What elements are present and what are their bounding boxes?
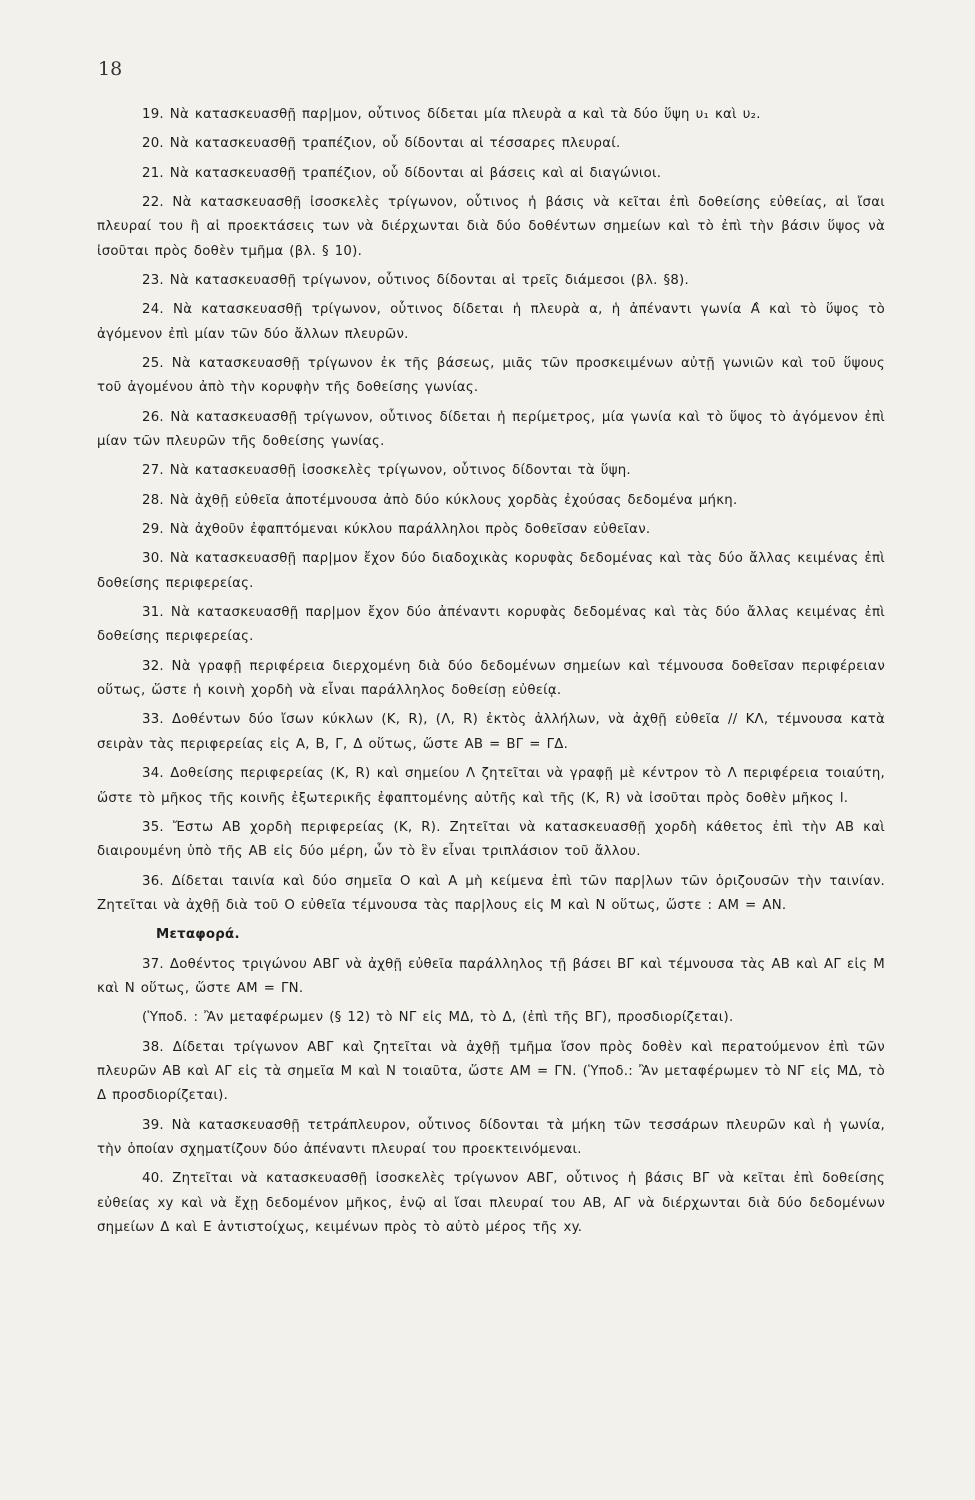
- exercise-36: 36. Δίδεται ταινία καὶ δύο σημεῖα Ο καὶ Α μὴ κείμενα ἐπὶ τῶν παρ|λων τῶν ὁριζουσῶν τὴν ταινίαν. Ζητεῖται νὰ ἀχθῇ διὰ τοῦ Ο εὐθεῖα τέμνουσα τὰς παρ|λους εἰς Μ καὶ Ν οὕτως, ὥστε : ΑΜ = ΑΝ.: [97, 873, 885, 913]
- exercise-23: 23. Νὰ κατασκευασθῇ τρίγωνον, οὗτινος δίδονται αἱ τρεῖς διάμεσοι (βλ. §8).: [142, 273, 689, 288]
- exercise-22: 22. Νὰ κατασκευασθῇ ἰσοσκελὲς τρίγωνον, οὗτινος ἡ βάσις νὰ κεῖται ἐπὶ δοθείσης εὐθείας, αἱ ἴσαι πλευραί του ἢ αἱ προεκτάσεις των νὰ διέρχωνται διὰ δύο δοθέντων σημείων καὶ τὸ ἐπὶ τὴν βάσιν ὕψος νὰ ἰσοῦται πρὸς δοθὲν τμῆμα (βλ. § 10).: [97, 194, 885, 259]
- exercise-list: [97, 103, 885, 1245]
- exercise-38: 38. Δίδεται τρίγωνον ΑΒΓ καὶ ζητεῖται νὰ ἀχθῇ τμῆμα ἴσον πρὸς δοθὲν καὶ περατούμενον ἐπὶ τῶν πλευρῶν ΑΒ καὶ ΑΓ εἰς τὰ σημεῖα Μ καὶ Ν τοιαῦτα, ὥστε ΑΜ = ΓΝ. (Ὑποδ.: Ἂν μεταφέρωμεν τὸ ΝΓ εἰς ΜΔ, τὸ Δ προσδιορίζεται).: [97, 1039, 885, 1104]
- exercise-28: 28. Νὰ ἀχθῇ εὐθεῖα ἀποτέμνουσα ἀπὸ δύο κύκλους χορδὰς ἐχούσας δεδομένα μήκη.: [142, 492, 738, 508]
- exercise-35: 35. Ἔστω ΑΒ χορδὴ περιφερείας (Κ, R). Ζητεῖται νὰ κατασκευασθῇ χορδὴ κάθετος ἐπὶ τὴν ΑΒ καὶ διαιρουμένη ὑπὸ τῆς ΑΒ εἰς δύο μέρη, ὧν τὸ ἓν εἶναι τριπλάσιον τοῦ ἄλλου.: [97, 819, 885, 860]
- page-number: 18: [98, 58, 123, 80]
- exercise-25: 25. Νὰ κατασκευασθῇ τρίγωνον ἐκ τῆς βάσεως, μιᾶς τῶν προσκειμένων αὐτῇ γωνιῶν καὶ τοῦ ὕψους τοῦ ἀγομένου ἀπὸ τὴν κορυφὴν τῆς δοθείσης γωνίας.: [97, 356, 885, 396]
- exercise-27: 27. Νὰ κατασκευασθῇ ἰσοσκελὲς τρίγωνον, οὗτινος δίδονται τὰ ὕψη.: [142, 463, 631, 479]
- exercise-40: 40. Ζητεῖται νὰ κατασκευασθῇ ἰσοσκελὲς τρίγωνον ΑΒΓ, οὗτινος ἡ βάσις ΒΓ νὰ κεῖται ἐπὶ δοθείσης εὐθείας xy καὶ νὰ ἔχῃ δεδομένον μῆκος, ἐνῷ αἱ ἴσαι πλευραί του ΑΒ, ΑΓ νὰ διέρχωνται διὰ δύο δεδομένων σημείων Δ καὶ Ε ἀντιστοίχως, κειμένων πρὸς τὸ αὐτὸ μέρος τῆς xy.: [97, 1171, 885, 1236]
- exercise-30: 30. Νὰ κατασκευασθῇ παρ|μον ἔχον δύο διαδοχικὰς κορυφὰς δεδομένας καὶ τὰς δύο ἄλλας κειμένας ἐπὶ δοθείσης περιφερείας.: [97, 551, 885, 591]
- exercise-21: 21. Νὰ κατασκευασθῇ τραπέζιον, οὗ δίδονται αἱ βάσεις καὶ αἱ διαγώνιοι.: [142, 165, 662, 181]
- exercise-32: 32. Νὰ γραφῇ περιφέρεια διερχομένη διὰ δύο δεδομένων σημείων καὶ τέμνουσα δοθεῖσαν περιφέρειαν οὕτως, ὥστε ἡ κοινὴ χορδὴ νὰ εἶναι παράλληλος δοθείσῃ εὐθείᾳ.: [97, 658, 885, 699]
- exercise-31: 31. Νὰ κατασκευασθῇ παρ|μον ἔχον δύο ἀπέναντι κορυφὰς δεδομένας καὶ τὰς δύο ἄλλας κειμένας ἐπὶ δοθείσης περιφερείας.: [97, 605, 885, 645]
- exercise-24: 24. Νὰ κατασκευασθῇ τρίγωνον, οὗτινος δίδεται ἡ πλευρὰ α, ἡ ἀπέναντι γωνία Α̂ καὶ τὸ ὕψος τὸ ἀγόμενον ἐπὶ μίαν τῶν δύο ἄλλων πλευρῶν.: [97, 302, 885, 342]
- exercise-37-hint: (Ὑποδ. : Ἂν μεταφέρωμεν (§ 12) τὸ ΝΓ εἰς ΜΔ, τὸ Δ, (ἐπὶ τῆς ΒΓ), προσδιορίζεται).: [142, 1010, 734, 1026]
- section-heading: Μεταφορά.: [156, 927, 240, 943]
- exercise-19: 19. Νὰ κατασκευασθῇ παρ|μον, οὗτινος δίδεται μία πλευρὰ α καὶ τὰ δύο ὕψη υ₁ καὶ υ₂.: [142, 107, 761, 122]
- exercise-20: 20. Νὰ κατασκευασθῇ τραπέζιον, οὗ δίδονται αἱ τέσσαρες πλευραί.: [142, 136, 621, 152]
- exercise-39: 39. Νὰ κατασκευασθῇ τετράπλευρον, οὗτινος δίδονται τὰ μήκη τῶν τεσσάρων πλευρῶν καὶ ἡ γωνία, τὴν ὁποίαν σχηματίζουν δύο ἀπέναντι πλευραί του προεκτεινόμεναι.: [97, 1117, 885, 1158]
- exercise-29: 29. Νὰ ἀχθοῦν ἐφαπτόμεναι κύκλου παράλληλοι πρὸς δοθεῖσαν εὐθεῖαν.: [142, 522, 651, 537]
- exercise-26: 26. Νὰ κατασκευασθῇ τρίγωνον, οὗτινος δίδεται ἡ περίμετρος, μία γωνία καὶ τὸ ὕψος τὸ ἀγόμενον ἐπὶ μίαν τῶν πλευρῶν τῆς δοθείσης γωνίας.: [97, 409, 885, 450]
- exercise-34: 34. Δοθείσης περιφερείας (Κ, R) καὶ σημείου Λ ζητεῖται νὰ γραφῇ μὲ κέντρον τὸ Λ περιφέρεια τοιαύτη, ὥστε τὸ μῆκος τῆς κοινῆς ἐξωτερικῆς ἐφαπτομένης αὐτῆς καὶ τῆς (Κ, R) νὰ ἰσοῦται πρὸς δοθὲν μῆκος l.: [97, 766, 885, 806]
- exercise-33: 33. Δοθέντων δύο ἴσων κύκλων (Κ, R), (Λ, R) ἐκτὸς ἀλλήλων, νὰ ἀχθῇ εὐθεῖα // ΚΛ, τέμνουσα κατὰ σειρὰν τὰς περιφερείας εἰς Α, Β, Γ, Δ οὕτως, ὥστε ΑΒ = ΒΓ = ΓΔ.: [97, 712, 885, 752]
- exercise-37: 37. Δοθέντος τριγώνου ΑΒΓ νὰ ἀχθῇ εὐθεῖα παράλληλος τῇ βάσει ΒΓ καὶ τέμνουσα τὰς ΑΒ καὶ ΑΓ εἰς Μ καὶ Ν οὕτως, ὥστε ΑΜ = ΓΝ.: [97, 956, 885, 996]
